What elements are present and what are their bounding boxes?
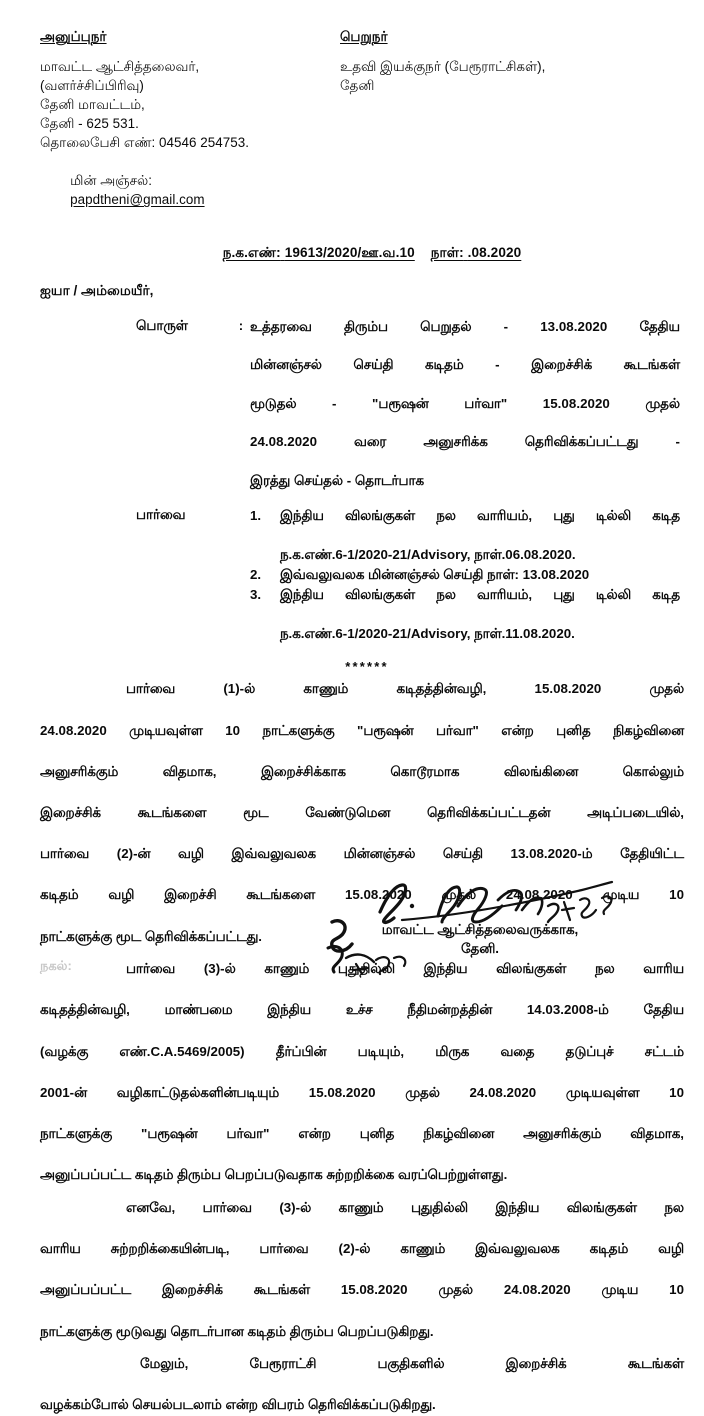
paragraph-text: பார்வை (3)-ல் காணும் புதுதில்லி இந்திய விலங்குகள் நல வாரிய — [126, 961, 684, 977]
email-label: மின் அஞ்சல்: — [70, 173, 152, 189]
sender-address-line: தேனி மாவட்டம், — [40, 97, 145, 113]
reference-number: 3. — [250, 587, 262, 603]
receiver-block — [340, 28, 670, 228]
reference-number-line — [223, 244, 522, 262]
references-list — [250, 506, 680, 644]
subject-line: மூடுதல் - "பரூஷன் பர்வா" 15.08.2020 முதல் — [250, 395, 680, 411]
subject-line: 24.08.2020 வரை அனுசரிக்க தெரிவிக்கப்பட்டது - — [250, 434, 680, 450]
reference-line: ந.க.எண்.6-1/2020-21/Advisory, நாள்.06.08.2020. — [280, 546, 576, 562]
references-colon — [232, 506, 250, 644]
paragraph-3 — [40, 1198, 684, 1342]
sender-block — [40, 28, 340, 228]
subject-text — [250, 317, 680, 490]
receiver-address-line: உதவி இயக்குநர் (பேரூராட்சிகள்), — [340, 58, 546, 74]
paragraph-line: 24.08.2020 முடியவுள்ள 10 நாட்களுக்கு "பரூஷன் பர்வா" என்ற புனித நிகழ்வினை — [40, 722, 684, 738]
paragraph-2 — [40, 959, 684, 1186]
paragraph-text: எனவே, பார்வை (3)-ல் காணும் புதுதில்லி இந்திய விலங்குகள் நல — [126, 1199, 684, 1215]
signature-designation — [340, 920, 620, 959]
reference-item — [250, 565, 680, 584]
reference-number: 1. — [250, 508, 262, 524]
letter-body — [0, 679, 704, 1416]
sender-email-line — [40, 152, 340, 228]
sender-address-line: மாவட்ட ஆட்சித்தலைவர், — [40, 58, 200, 74]
reference-line: இந்திய விலங்குகள் நல வாரியம், புது டில்லி கடித — [280, 508, 680, 524]
receiver-heading: பெறுநர் — [340, 29, 388, 44]
subject-line: உத்தரவை திரும்ப பெறுதல் - 13.08.2020 தேதிய — [250, 318, 680, 334]
copy-to-label: நகல்: — [40, 957, 72, 973]
file-number-value: 19613/2020/ஊ.வ.10 — [284, 245, 415, 261]
paragraph-text: பார்வை (1)-ல் காணும் கடிதத்தின்வழி, 15.08.2020 முதல் — [126, 681, 684, 697]
paragraph-line: அனுப்பப்பட்ட கடிதம் திரும்ப பெறப்படுவதாக சுற்றறிக்கை வரப்பெற்றுள்ளது. — [40, 1167, 508, 1183]
paragraph-line: வழக்கம்போல் செயல்படலாம் என்ற விபரம் தெரிவிக்கப்படுகிறது. — [40, 1397, 436, 1413]
paragraph-line: நாட்களுக்கு "பரூஷன் பர்வா" என்ற புனித நிகழ்வினை அனுசரிக்கும் விதமாக, — [40, 1126, 684, 1142]
reference-line: ந.க.எண்.6-1/2020-21/Advisory, நாள்.11.08.2020. — [280, 625, 575, 641]
sender-address-line: தேனி - 625 531. — [40, 116, 139, 132]
paragraph-line: வாரிய சுற்றறிக்கையின்படி, பார்வை (2)-ல் காணும் இவ்வலுவலக கடிதம் வழி — [40, 1241, 684, 1257]
references-row — [0, 506, 704, 644]
subject-line: மின்னஞ்சல் செய்தி கடிதம் - இறைச்சிக் கூடங்கள் — [250, 357, 680, 373]
reference-item — [250, 506, 680, 564]
paragraph-line: நாட்களுக்கு மூடுவது தொடர்பான கடிதம் திரும்ப பெறப்படுகிறது. — [40, 1323, 434, 1339]
paragraph-line: கடிதத்தின்வழி, மாண்பமை இந்திய உச்ச நீதிமன்றத்தின் 14.03.2008-ம் தேதிய — [40, 1002, 684, 1018]
sender-phone-line: தொலைபேசி எண்: 04546 254753. — [40, 135, 249, 151]
asterisk-divider: ****** — [345, 658, 389, 674]
signature-line-2: தேனி. — [461, 941, 499, 957]
paragraph-line — [40, 1198, 684, 1239]
references-label: பார்வை — [136, 507, 186, 523]
paragraph-text: மேலும், பேரூராட்சி பகுதிகளில் இறைச்சிக் கூடங்கள் — [140, 1356, 684, 1372]
paragraph-line: அனுப்பப்பட்ட இறைச்சிக் கூடங்கள் 15.08.2020 முதல் 24.08.2020 முடிய 10 — [40, 1282, 684, 1298]
email-address[interactable]: papdtheni@gmail.com — [70, 192, 205, 208]
subject-label: பொருள் — [136, 317, 188, 333]
reference-text — [280, 565, 680, 584]
subject-row — [0, 317, 704, 490]
signature-area — [0, 876, 704, 976]
date-label: நாள்: — [430, 245, 464, 261]
reference-number-row — [0, 244, 704, 262]
receiver-address-line: தேனி — [340, 77, 375, 93]
paragraph-line: பார்வை (2)-ன் வழி இவ்வலுவலக மின்னஞ்சல் செய்தி 13.08.2020-ம் தேதியிட்ட — [40, 846, 684, 862]
paragraph-line: 2001-ன் வழிகாட்டுதல்களின்படியும் 15.08.2020 முதல் 24.08.2020 முடியவுள்ள 10 — [40, 1084, 684, 1100]
reference-line: இவ்வலுவலக மின்னஞ்சல் செய்தி நாள்: 13.08.2020 — [280, 566, 590, 582]
paragraph-line: நாட்களுக்கு மூட தெரிவிக்கப்பட்டது. — [40, 928, 262, 944]
reference-text — [280, 585, 680, 643]
date-value: .08.2020 — [467, 245, 522, 261]
paragraph-line: அனுசரிக்கும் விதமாக, இறைச்சிக்காக கொடூரமாக விலங்கினை கொல்லும் — [40, 763, 684, 779]
letter-header — [0, 0, 704, 228]
reference-item — [250, 585, 680, 643]
sender-heading: அனுப்புநர் — [40, 29, 107, 44]
subject-colon: : — [238, 317, 244, 333]
paragraph-line — [40, 1354, 684, 1395]
reference-text — [280, 506, 680, 564]
sender-address-line: (வளர்ச்சிப்பிரிவு) — [40, 77, 144, 93]
subject-line: இரத்து செய்தல் - தொடர்பாக — [250, 472, 425, 488]
paragraph-4 — [40, 1354, 684, 1416]
salutation: ஐயா / அம்மையீர், — [40, 283, 154, 299]
paragraph-line: (வழக்கு எண்.C.A.5469/2005) தீர்ப்பின் படியும், மிருக வதை தடுப்புச் சட்டம் — [40, 1043, 684, 1059]
file-number-label: ந.க.எண்: — [222, 245, 281, 261]
paragraph-line: கடிதம் வழி இறைச்சி கூடங்களை 15.08.2020 முதல் 24.08.2020 முடிய 10 — [40, 887, 684, 903]
paragraph-line: இறைச்சிக் கூடங்களை மூட வேண்டுமென தெரிவிக்கப்பட்டதன் அடிப்படையில், — [40, 804, 684, 820]
reference-line: இந்திய விலங்குகள் நல வாரியம், புது டில்லி கடித — [280, 587, 680, 603]
paragraph-line — [40, 679, 684, 720]
signature-line-1: மாவட்ட ஆட்சித்தலைவருக்காக, — [381, 922, 579, 937]
reference-number: 2. — [250, 566, 262, 582]
